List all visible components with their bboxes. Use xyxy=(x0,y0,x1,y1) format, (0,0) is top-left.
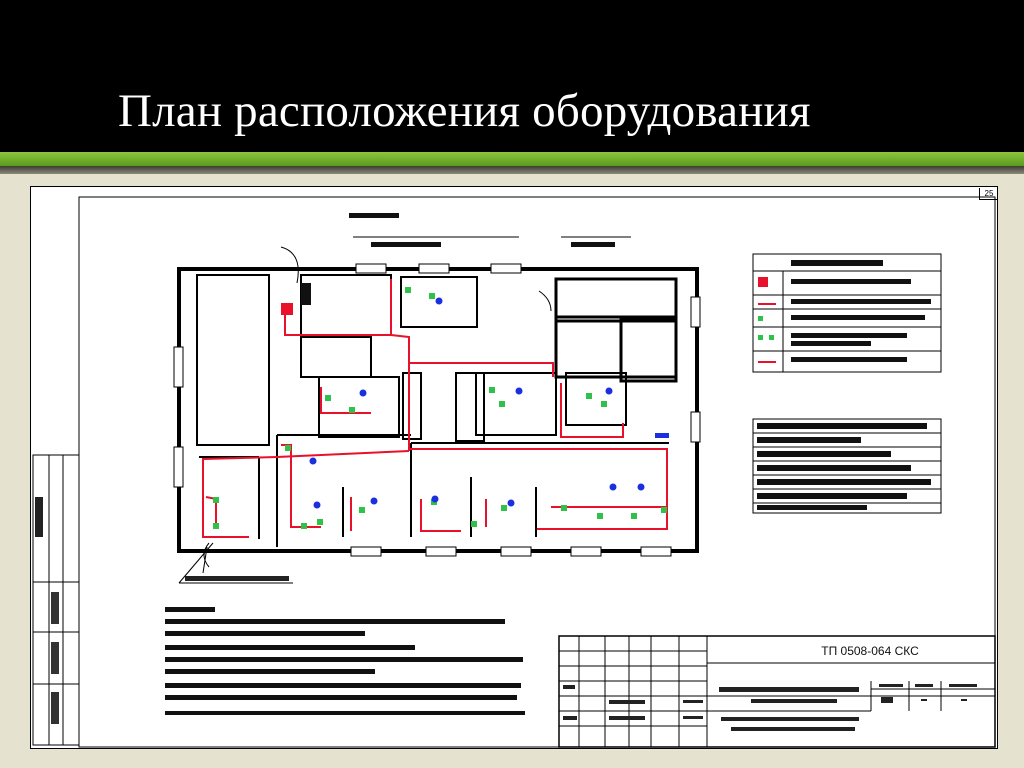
legend-table xyxy=(753,254,941,372)
sheet-number: 25 xyxy=(979,188,998,200)
approval-notes xyxy=(349,213,631,247)
building-walls xyxy=(179,269,697,551)
general-notes xyxy=(165,607,525,715)
access-point-markers xyxy=(310,298,670,509)
accent-band xyxy=(0,152,1024,166)
socket-markers xyxy=(213,287,667,529)
floor-plan-drawing xyxy=(31,187,999,750)
slide-title: План расположения оборудования xyxy=(118,85,811,137)
accent-band-shadow xyxy=(0,166,1024,174)
left-margin-stamp xyxy=(33,455,79,745)
slide-header xyxy=(0,0,1024,152)
title-block-code: ТП 0508-064 СКС xyxy=(821,644,919,658)
floor-plan-sheet xyxy=(30,186,998,749)
windows xyxy=(174,264,700,556)
